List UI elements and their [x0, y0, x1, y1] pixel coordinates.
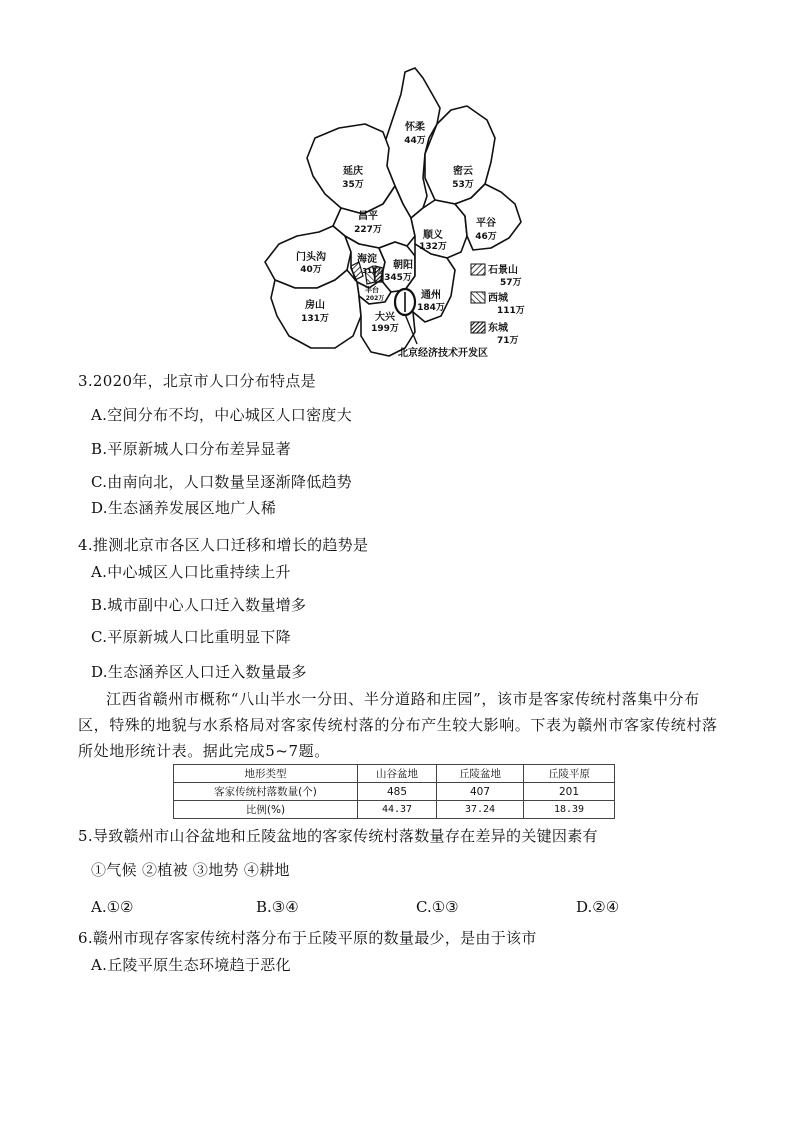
- q5-option-d: D.②④: [576, 898, 620, 916]
- q5-option-a: A.①②: [91, 898, 134, 916]
- pop-daxing: 199万: [371, 324, 399, 334]
- q4-stem: 4.推测北京市各区人口迁移和增长的趋势是: [78, 536, 369, 554]
- table-cell: 201: [524, 783, 615, 801]
- q6-stem: 6.赣州市现存客家传统村落分布于丘陵平原的数量最少，是由于该市: [78, 929, 537, 947]
- q4-option-b: B.城市副中心人口迁入数量增多: [91, 596, 307, 614]
- table-row: [174, 801, 615, 819]
- table-cell: 44.37: [358, 801, 437, 819]
- table-cell: 407: [437, 783, 524, 801]
- table-cell: 比例(%): [174, 801, 358, 819]
- table-header-cell: 地形类型: [174, 765, 358, 783]
- q3-option-a: A.空间分布不均，中心城区人口密度大: [91, 406, 353, 424]
- legend-pop-dongcheng: 71万: [497, 336, 519, 346]
- label-daxing: 大兴: [375, 312, 395, 323]
- legend-name-shijingshan: 石景山: [488, 265, 518, 276]
- label-huairou: 怀柔: [405, 122, 425, 133]
- label-pinggu: 平谷: [476, 218, 496, 229]
- label-miyun: 密云: [453, 166, 473, 177]
- q4-option-c: C.平原新城人口比重明显下降: [91, 628, 291, 646]
- table-row: [174, 783, 615, 801]
- table-cell: 37.24: [437, 801, 524, 819]
- label-chaoyang: 朝阳: [393, 260, 413, 271]
- legend-name-dongcheng: 东城: [488, 323, 508, 334]
- pop-changping: 227万: [354, 225, 382, 235]
- table-header-cell: 山谷盆地: [358, 765, 437, 783]
- q5-option-c: C.①③: [416, 898, 459, 916]
- pop-huairou: 44万: [404, 136, 426, 146]
- label-shunyi: 顺义: [423, 230, 443, 241]
- beijing-population-map: [255, 66, 545, 366]
- passage-text: 江西省赣州市概称“八山半水一分田、半分道路和庄园”，该市是客家传统村落集中分布区，特殊的地貌与水系格局对客家传统村落的分布产生较大影响。下表为赣州市客家传统村落所处地形统计表。据此完成5~7题。: [78, 690, 718, 760]
- label-fengtai: 丰台: [365, 286, 379, 294]
- pop-yanqing: 35万: [342, 180, 364, 190]
- table-cell: 客家传统村落数量(个): [174, 783, 358, 801]
- table-header-cell: 丘陵盆地: [437, 765, 524, 783]
- q4-option-d: D.生态涵养区人口迁入数量最多: [91, 663, 307, 681]
- pop-miyun: 53万: [452, 180, 474, 190]
- pop-shunyi: 132万: [419, 242, 447, 252]
- q3-option-d: D.生态涵养发展区地广人稀: [91, 499, 277, 517]
- label-mentougou: 门头沟: [296, 252, 326, 263]
- q3-option-b: B.平原新城人口分布差异显著: [91, 440, 291, 458]
- map-svg: [255, 66, 545, 366]
- label-changping: 昌平: [358, 211, 378, 222]
- pop-fengtai: 202万: [365, 295, 385, 302]
- table-cell: 485: [358, 783, 437, 801]
- legend-pop-shijingshan: 57万: [500, 278, 522, 288]
- table-header-row: [174, 765, 615, 783]
- terrain-table: [173, 764, 615, 819]
- q4-option-a: A.中心城区人口比重持续上升: [91, 563, 291, 581]
- devzone-label: 北京经济技术开发区: [398, 348, 488, 359]
- pop-chaoyang: 345万: [384, 273, 412, 283]
- pop-tongzhou: 184万: [417, 303, 445, 313]
- label-haidian: 海淀: [357, 254, 377, 265]
- legend-pop-xicheng: 111万: [497, 306, 525, 316]
- pop-mentougou: 40万: [300, 265, 322, 275]
- label-yanqing: 延庆: [343, 166, 363, 177]
- pop-fangshan: 131万: [301, 314, 329, 324]
- q3-option-c: C.由南向北，人口数量呈逐渐降低趋势: [91, 473, 353, 491]
- q3-stem: 3.2020年，北京市人口分布特点是: [78, 372, 316, 390]
- map-legend: [471, 263, 525, 346]
- q5-stem: 5.导致赣州市山谷盆地和丘陵盆地的客家传统村落数量存在差异的关键因素有: [78, 827, 598, 845]
- table-header-cell: 丘陵平原: [524, 765, 615, 783]
- table-cell: 18.39: [524, 801, 615, 819]
- legend-name-xicheng: 西城: [488, 293, 508, 304]
- pop-haidian: 313万: [362, 267, 384, 275]
- label-tongzhou: 通州: [421, 290, 441, 301]
- q5-factors: ①气候 ②植被 ③地势 ④耕地: [91, 861, 290, 879]
- q5-option-b: B.③④: [256, 898, 299, 916]
- pop-pinggu: 46万: [475, 232, 497, 242]
- q6-option-a: A.丘陵平原生态环境趋于恶化: [91, 956, 291, 974]
- label-fangshan: 房山: [305, 300, 325, 311]
